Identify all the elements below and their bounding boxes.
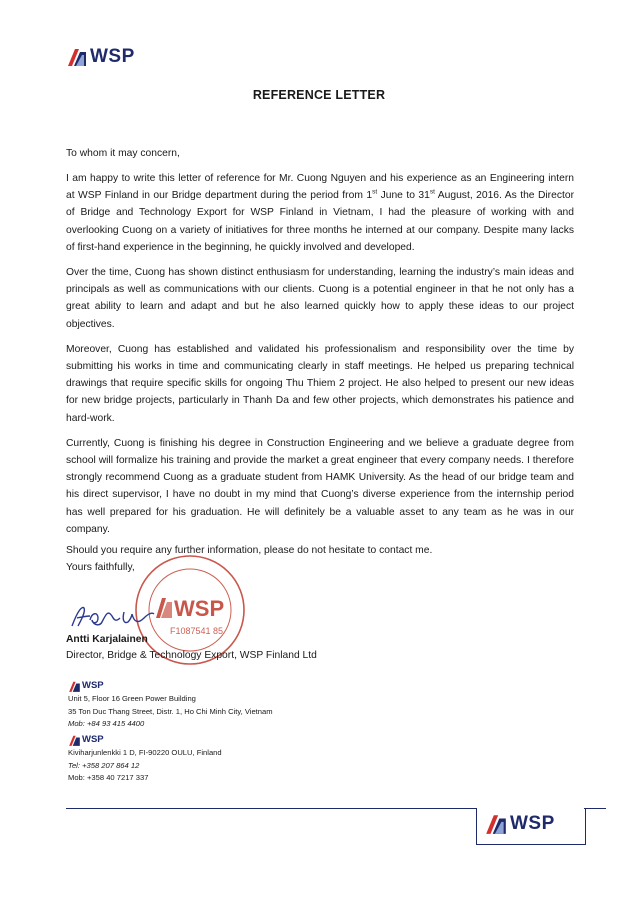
handwritten-signature [68, 600, 158, 632]
office-phone: Mob: +84 93 415 4400 [68, 719, 145, 729]
paragraph-3: Moreover, Cuong has established and validated his professionalism and responsibility over the time by submitting his works in time and communicating clearly in staff meetings. He helped us preparing technical drawings that require specific skills for ongoing Thu Thiem 2 project. He also helped to present our new ideas for new bridge projects, particularly in Thanh Da and few other projects, which demonstrates his patience and hard-work. [66, 343, 574, 424]
stamp-number: F1087541 85 [170, 626, 224, 636]
stamp-brand: WSP [174, 596, 225, 621]
office-address-line2: 35 Ton Duc Thang Street, Distr. 1, Ho Chi Minh City, Vietnam [68, 706, 273, 716]
wsp-logo-mark-icon [66, 46, 88, 68]
office-phone: Tel: +358 207 864 12 [68, 760, 140, 770]
wsp-logo-mark-icon [68, 734, 81, 747]
signer-position: Director, Bridge & Technology Export, WSP Finland Ltd [66, 650, 317, 661]
letter-title: REFERENCE LETTER [252, 88, 386, 102]
wsp-logo [66, 46, 135, 68]
paragraph-4: Currently, Cuong is finishing his degree in Construction Engineering and we believe a graduate degree from school will formalize his training and provide the market a great engineer that every company needs. I therefore strongly recommend Cuong as a graduate student from HAMK University. As the head of our bridge team and his direct supervisor, I have no doubt in my mind that Cuong’s diverse experience from the internship period has well prepared for his graduation. He will definitely be a valuable asset to any team as he was in our company. [66, 437, 574, 535]
signoff: Yours faithfully, [66, 562, 135, 574]
paragraph-2: Over the time, Cuong has shown distinct enthusiasm for understanding, learning the industry’s main ideas and principals as well as communications with our clients. Cuong is a potential engineer in that he not only has a great ability to learn and adapt and but he also learned quickly how to apply these ideas to our project objectives. [66, 267, 574, 330]
office-mobile: Mob: +358 40 7217 337 [68, 773, 149, 783]
wsp-logo-text: WSP [90, 46, 135, 67]
office-finland [68, 734, 222, 785]
wsp-logo-mark-icon [484, 812, 508, 836]
footer-rule-end [584, 808, 606, 809]
office-logo: WSP [68, 680, 273, 693]
footer-rule [66, 808, 476, 809]
office-vietnam [68, 680, 273, 731]
office-address-line1: Kiviharjunlenkki 1 D, FI-90220 OULU, Finland [68, 748, 222, 757]
office-address-line1: Unit 5, Floor 16 Green Power Building [68, 694, 196, 703]
closing-line: Should you require any further information, please do not hesitate to contact me. [66, 545, 433, 556]
signer-block [66, 632, 317, 664]
office-logo: WSP [68, 734, 222, 747]
letter-body [66, 170, 574, 546]
signer-name: Antti Karjalainen [66, 634, 148, 645]
footer-logo-text: WSP [510, 813, 555, 834]
paragraph-1: I am happy to write this letter of reference for Mr. Cuong Nguyen and his experience as an Engineering intern at WSP Finland in our Bridge department during the period from 1st June to 31st August, 2016. As the Director of Bridge and Technology Export for WSP Finland in Vietnam, I had the pleasure of working with and overlooking Cuong on a variety of initiatives for three months he interned at our company. Despite many lacks of first-hand experience in the beginning, he quickly involved and developed. [66, 173, 575, 253]
footer-wsp-logo [484, 812, 555, 836]
wsp-logo-mark-icon [68, 680, 81, 693]
salutation: To whom it may concern, [66, 148, 180, 159]
